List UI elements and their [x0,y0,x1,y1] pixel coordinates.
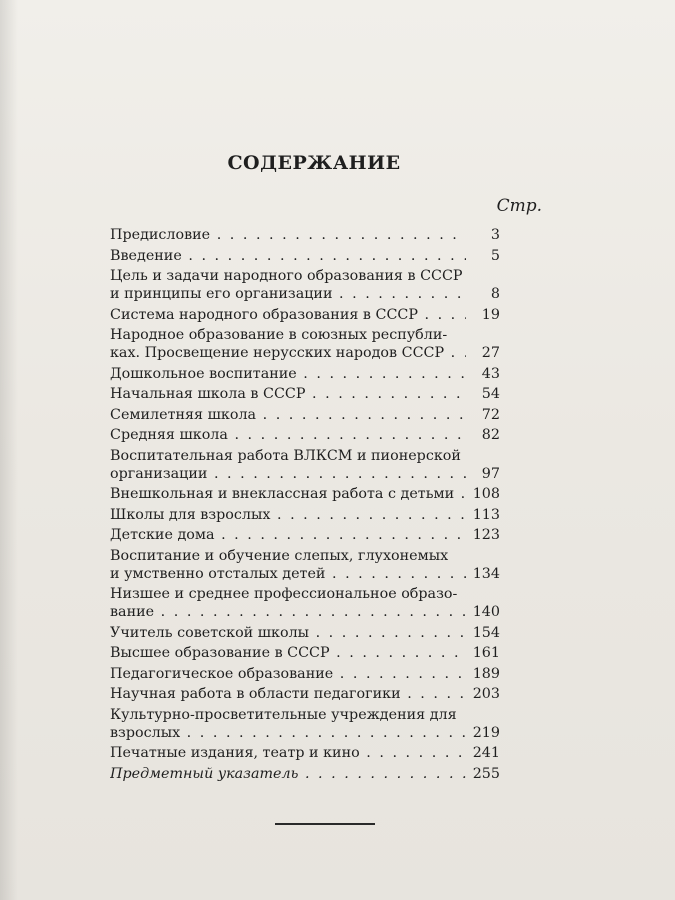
toc-entry [110,365,500,383]
toc-entry-page: 123 [472,527,500,543]
toc-entry [110,426,500,444]
toc-entry-title [110,365,466,383]
toc-entry [110,644,500,662]
toc-entry-line: Средняя школа . . . [110,426,466,444]
toc-entry-title [110,644,466,662]
toc-entry-title [110,685,466,703]
toc-entry-title [110,267,466,303]
toc-entry [110,624,500,642]
toc-entry-title [110,426,466,444]
toc-entry [110,226,500,244]
toc-entry [110,665,500,683]
toc-entry-page: 255 [472,765,500,782]
toc-entry-line: Печатные издания, театр и кино . . . [110,744,466,762]
toc-entry-line: Воспитание и обучение слепых, глухонемых [110,547,449,564]
toc-entry-line: вание . . . [110,603,466,621]
toc-entry [110,306,500,324]
toc-entry-page: 54 [481,386,500,402]
toc-entry-page: 97 [481,465,500,482]
toc-entry-page: 154 [472,624,500,641]
toc-entry-line: Школы для взрослых . . . [110,506,466,524]
toc-entry-title [110,406,466,424]
toc-entry [110,267,500,303]
toc-entry-title [110,326,466,362]
toc-entry-line: Введение . . . [110,247,466,265]
toc-entry-line: Внешкольная и внеклассная работа с детьми . . . [110,485,466,503]
toc-entry-line: Дошкольное воспитание . . . [110,365,466,383]
toc-entry [110,447,500,483]
toc-entry [110,385,500,403]
toc-entry-title [110,547,466,583]
toc-entry-line: Система народного образования в СССР . . . [110,306,466,324]
toc-entry-line: Низшее и среднее профессиональное образо- [110,586,458,602]
toc-entry-title [110,585,466,621]
toc-entry-page: 72 [481,406,500,423]
toc-entry [110,585,500,621]
toc-entry-page: 8 [490,286,500,302]
toc-entry-page: 43 [481,365,500,382]
toc-entry-line: Культурно-просветительные учреждения для [110,706,457,723]
toc-entry [110,406,500,424]
toc-entry-title [110,665,466,683]
toc-entry [110,326,500,362]
toc-entry-line: Высшее образование в СССР . . . [110,644,466,662]
toc-entry-page: 19 [481,306,500,323]
toc-entry-title [110,306,466,324]
toc-entry-page: 27 [481,345,500,361]
toc-entry-title [110,226,466,244]
toc-entry-page: 189 [472,665,500,682]
toc-entry [110,485,500,503]
page-edge-shadow [0,0,18,900]
toc-entry-line: и умственно отсталых детей . . . [110,565,466,583]
toc-entry-title [110,765,466,783]
table-of-contents [110,226,500,785]
toc-entry-title [110,247,466,265]
toc-entry [110,744,500,762]
toc-entry-page: 3 [490,227,500,243]
toc-entry [110,526,500,544]
toc-entry-page: 140 [472,604,500,620]
toc-entry-line: Семилетняя школа . . . [110,406,466,424]
toc-entry-title [110,506,466,524]
page-column-label: Стр. [496,196,542,216]
toc-entry-page: 161 [472,645,500,661]
closing-rule [275,823,375,825]
page-title: СОДЕРЖАНИЕ [227,152,401,174]
toc-entry-page: 108 [472,486,500,502]
toc-entry-line: организации . . . [110,465,466,483]
toc-entry-line: Воспитательная работа ВЛКСМ и пионерской [110,447,461,464]
toc-entry-line: Детские дома . . . [110,526,466,544]
toc-entry [110,547,500,583]
toc-entry-title [110,526,466,544]
toc-entry-page: 113 [472,506,500,523]
toc-entry-title [110,706,466,742]
toc-entry-line: Предметный указатель . . . [110,765,466,783]
toc-entry-line: ках. Просвещение нерусских народов СССР . . . [110,344,466,362]
toc-entry [110,247,500,265]
toc-entry-line: Цель и задачи народного образования в СССР [110,268,463,284]
toc-entry-line: Предисловие . . . [110,226,466,244]
toc-entry-page: 134 [472,565,500,582]
toc-entry-line: взрослых . . . [110,724,466,742]
toc-entry-title [110,744,466,762]
toc-entry-line: и принципы его организации . . . [110,285,466,303]
toc-entry-page: 5 [490,247,500,264]
toc-entry-title [110,624,466,642]
toc-entry-line: Педагогическое образование . . . [110,665,466,683]
toc-entry-title [110,485,466,503]
toc-entry-title [110,385,466,403]
toc-entry [110,506,500,524]
toc-entry-page: 203 [472,686,500,702]
toc-entry-page: 219 [472,724,500,741]
toc-entry-line: Народное образование в союзных республи- [110,327,448,343]
toc-entry-page: 82 [481,427,500,443]
toc-entry-title [110,447,466,483]
toc-entry-line: Учитель советской школы . . . [110,624,466,642]
toc-entry-line: Начальная школа в СССР . . . [110,385,466,403]
toc-entry-page: 241 [472,745,500,761]
toc-entry [110,706,500,742]
toc-entry [110,685,500,703]
toc-entry-line: Научная работа в области педагогики . . . [110,685,466,703]
toc-entry [110,765,500,783]
